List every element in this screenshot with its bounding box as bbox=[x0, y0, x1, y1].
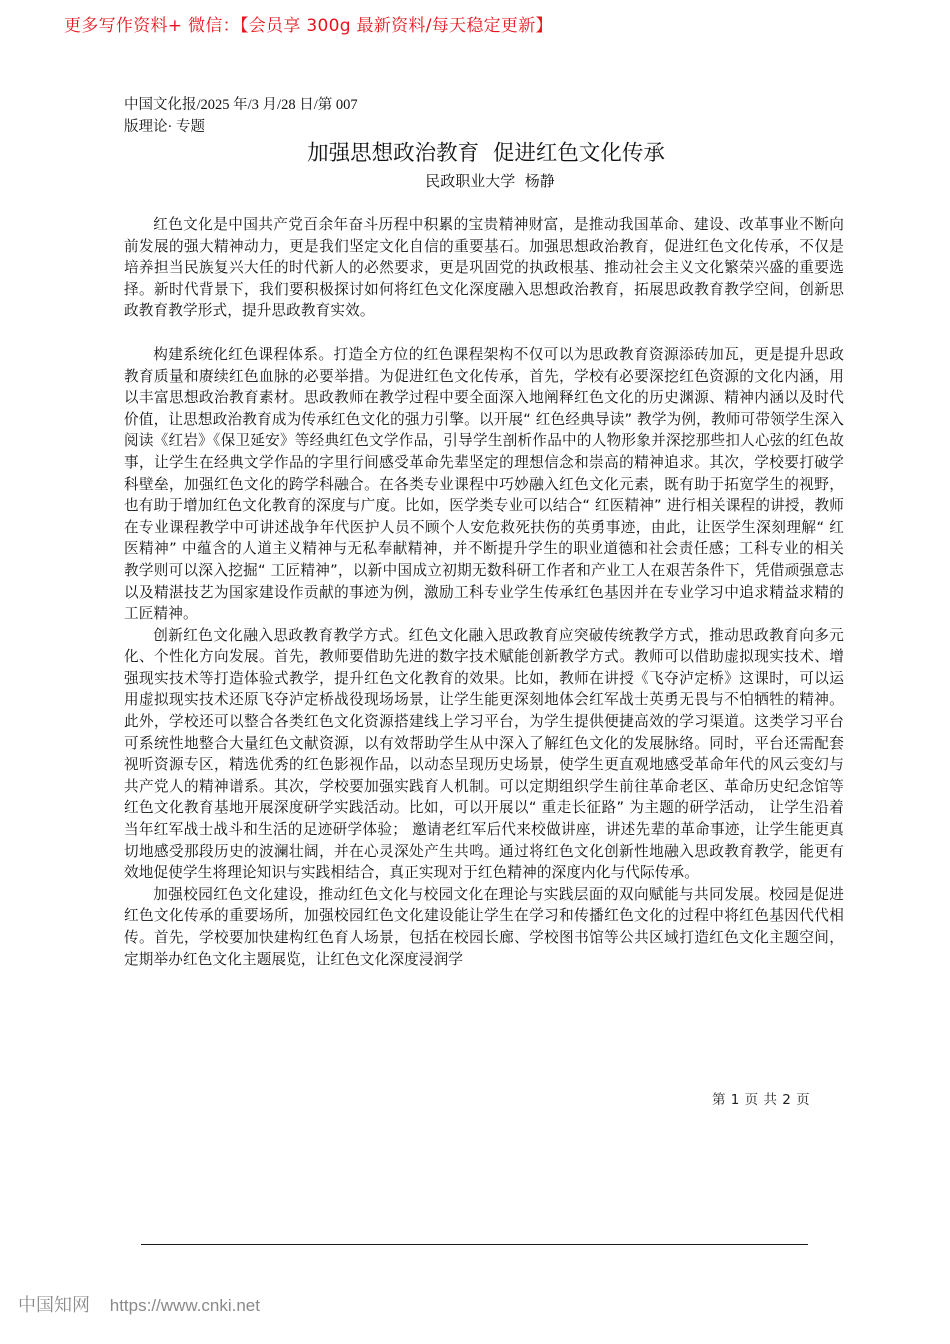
source-line: 中国文化报/2025 年/3 月/28 日/第 007 bbox=[124, 97, 358, 113]
section-line: 版理论· 专题 bbox=[124, 119, 205, 135]
paragraph-campus-culture: 加强校园红色文化建设，推动红色文化与校园文化在理论与实践层面的双向赋能与共同发展。校园是促进红色文化传承的重要场所，加强校园红色文化建设能让学生在学习和传播红色文化的过程中将红色基因代代相传。首先，学校要加快建构红色育人场景，包括在校园长廊、学校图书馆等公共区域打造红色文化主题空间，定期举办红色文化主题展览，让红色文化深度浸润学 bbox=[124, 885, 844, 968]
promo-banner: 更多写作资料+ 微信：【会员享 300g 最新资料/每天稳定更新】 bbox=[64, 16, 553, 36]
page-number: 第 1 页 共 2 页 bbox=[712, 1092, 811, 1108]
paragraph-intro: 红色文化是中国共产党百余年奋斗历程中积累的宝贵精神财富，是推动我国革命、建设、改革事业不断向前发展的强大精神动力，更是我们坚定文化自信的重要基石。加强思想政治教育，促进红色文化传承，不仅是培养担当民族复兴大任的时代新人的必然要求，更是巩固党的执政根基、推动社会主义文化繁荣兴盛的重要选择。新时代背景下，我们要积极探讨如何将红色文化深度融入思想政治教育，拓展思政教育教学空间，创新思政教育教学形式，提升思政教育实效。 bbox=[124, 216, 844, 320]
cnki-watermark bbox=[18, 1294, 260, 1318]
source-info bbox=[124, 94, 358, 138]
watermark-url: https://www.cnki.net bbox=[109, 1296, 260, 1315]
article-author: 民政职业大学 杨静 bbox=[425, 172, 555, 190]
article-body bbox=[124, 214, 844, 970]
paragraph-teaching-methods: 创新红色文化融入思政教育教学方式。红色文化融入思政教育应突破传统教学方式，推动思政教育向多元化、个性化方向发展。首先，教师要借助先进的数字技术赋能创新教学方式。教师可以借助虚拟现实技术、增强现实技术等打造体验式教学，提升红色文化教育的效果。比如，教师在讲授《飞夺泸定桥》这课时，可以运用虚拟现实技术还原飞夺泸定桥战役现场场景，让学生能更深刻地体会红军战士英勇无畏与不怕牺牲的精神。此外，学校还可以整合各类红色文化资源搭建线上学习平台，为学生提供便捷高效的学习渠道。这类学习平台可系统性地整合大量红色文献资源，以有效帮助学生从中深入了解红色文化的发展脉络。同时，平台还需配套视听资源专区，精选优秀的红色影视作品，以动态呈现历史场景，使学生更直观地感受革命年代的风云变幻与共产党人的精神谱系。其次，学校要加强实践育人机制。可以定期组织学生前往革命老区、革命历史纪念馆等红色文化教育基地开展深度研学实践活动。比如，可以开展以“ 重走长征路” 为主题的研学活动， 让学生沿着当年红军战士战斗和生活的足迹研学体验； 邀请老红军后代来校做讲座，讲述先辈的革命事迹，让学生能更真切地感受那段历史的波澜壮阔，并在心灵深处产生共鸣。通过将红色文化创新性地融入思政教育教学，能更有效地促使学生将理论知识与实践相结合，真正实现对于红色精神的深度内化与代际传承。 bbox=[124, 626, 844, 882]
footer-divider bbox=[141, 1244, 808, 1245]
article-title: 加强思想政治教育 促进红色文化传承 bbox=[307, 141, 665, 166]
paragraph-curriculum: 构建系统化红色课程体系。打造全方位的红色课程架构不仅可以为思政教育资源添砖加瓦，更是提升思政教育质量和赓续红色血脉的必要举措。为促进红色文化传承，首先，学校有必要深挖红色资源的文化内涵，用以丰富思想政治教育素材。思政教师在教学过程中要全面深入地阐释红色文化的历史渊源、精神内涵以及时代价值，让思想政治教育成为传承红色文化的强力引擎。以开展“ 红色经典导读” 教学为例，教师可带领学生深入阅读《红岩》《保卫延安》等经典红色文学作品，引导学生剖析作品中的人物形象并深挖那些扣人心弦的红色故事，让学生在经典文学作品的字里行间感受革命先辈坚定的理想信念和崇高的精神追求。其次，学校要打破学科壁垒，加强红色文化的跨学科融合。在各类专业课程中巧妙融入红色文化元素，既有助于拓宽学生的视野，也有助于增加红色文化教育的深度与广度。比如，医学类专业可以结合“ 红医精神” 进行相关课程的讲授，教师在专业课程教学中可讲述战争年代医护人员不顾个人安危救死扶伤的英勇事迹，由此，让医学生深刻理解“ 红医精神” 中蕴含的人道主义精神与无私奉献精神，并不断提升学生的职业道德和社会责任感；工科专业的相关教学则可以深入挖掘“ 工匠精神”，以新中国成立初期无数科研工作者和产业工人在艰苦条件下，凭借顽强意志以及精湛技艺为国家建设作贡献的事迹为例，激励工科专业学生传承红色基因并在专业学习中追求精益求精的工匠精神。 bbox=[124, 345, 844, 623]
watermark-site-name: 中国知网 bbox=[18, 1295, 90, 1316]
